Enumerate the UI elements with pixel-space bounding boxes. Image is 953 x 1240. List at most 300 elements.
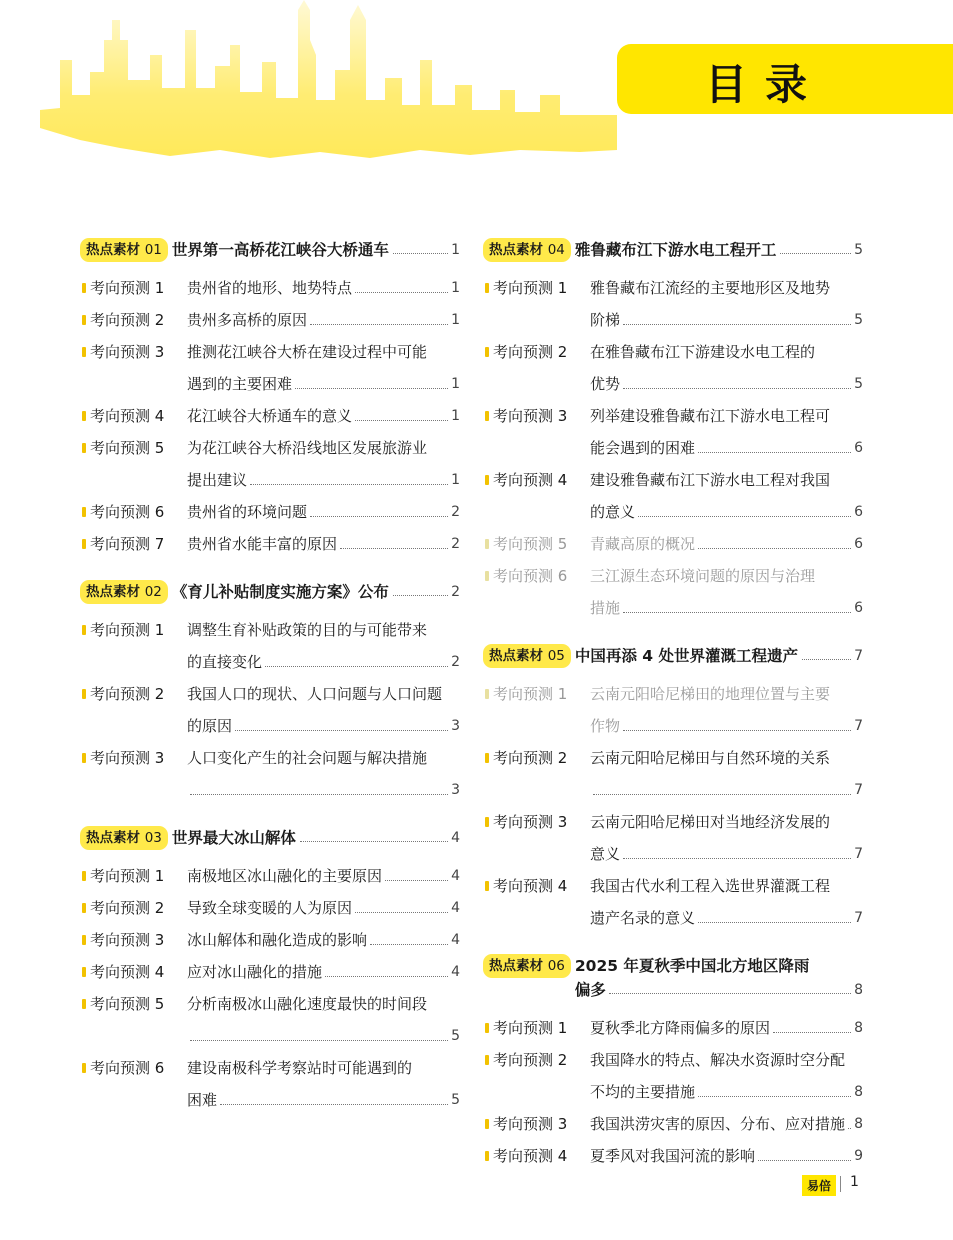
- section-title: 世界第一高桥花江峡谷大桥通车: [171, 241, 389, 259]
- item-line: [590, 902, 863, 934]
- item-line-text: 为花江峡谷大桥沿线地区发展旅游业: [187, 439, 428, 457]
- item-line: [590, 870, 863, 902]
- toc-item[interactable]: [80, 272, 460, 304]
- item-page: 1: [451, 312, 460, 328]
- item-page: 7: [854, 782, 863, 798]
- section-badge: [483, 954, 571, 978]
- dot-leader: [698, 1076, 851, 1097]
- toc-item[interactable]: [483, 806, 863, 870]
- item-line-text: 意义: [590, 845, 621, 863]
- section-page: 2: [451, 584, 460, 600]
- section-heading[interactable]: [483, 238, 863, 272]
- item-line: [187, 400, 460, 432]
- item-page: 5: [854, 376, 863, 392]
- item-label: 考向预测 1: [483, 1012, 590, 1044]
- item-page: 5: [451, 1092, 460, 1108]
- dot-leader: [310, 496, 448, 517]
- toc-item[interactable]: [483, 870, 863, 934]
- section-page: 5: [854, 242, 863, 258]
- toc-item[interactable]: [80, 1052, 460, 1116]
- item-label: 考向预测 6: [80, 1052, 187, 1116]
- item-label: 考向预测 4: [80, 400, 187, 432]
- item-text: [590, 1108, 863, 1140]
- item-page: 8: [854, 1116, 863, 1132]
- item-line: [187, 1020, 460, 1052]
- item-label: 考向预测 3: [80, 742, 187, 806]
- toc-item[interactable]: [80, 304, 460, 336]
- badge-number: 04: [547, 242, 565, 258]
- section-title-row: [172, 580, 460, 604]
- dot-leader: [340, 528, 448, 549]
- item-label: 考向预测 2: [483, 1044, 590, 1108]
- dot-leader: [623, 710, 851, 731]
- item-text: [590, 560, 863, 624]
- section-page: 4: [451, 830, 460, 846]
- item-label: 考向预测 1: [483, 678, 590, 742]
- item-text: [187, 528, 460, 560]
- item-line-text: 青藏高原的概况: [590, 535, 696, 553]
- item-line-text: 的原因: [187, 717, 233, 735]
- dot-leader: [802, 644, 851, 660]
- dot-leader: [325, 956, 448, 977]
- item-text: [187, 400, 460, 432]
- item-page: 4: [451, 932, 460, 948]
- item-label: 考向预测 1: [80, 614, 187, 678]
- badge-number: 03: [144, 830, 162, 846]
- toc-column-left: [80, 238, 460, 1116]
- item-page: 5: [854, 312, 863, 328]
- item-line-text: 不均的主要措施: [590, 1083, 696, 1101]
- item-page: 7: [854, 718, 863, 734]
- toc-item[interactable]: [483, 678, 863, 742]
- dot-leader: [623, 304, 851, 325]
- item-line-text: 雅鲁藏布江流经的主要地形区及地势: [590, 279, 831, 297]
- item-page: 6: [854, 504, 863, 520]
- item-text: [590, 1044, 863, 1108]
- item-text: [187, 336, 460, 400]
- item-line: [187, 614, 460, 646]
- dot-leader: [698, 902, 851, 923]
- item-line-text: 花江峡谷大桥通车的意义: [187, 407, 353, 425]
- item-label: 考向预测 5: [483, 528, 590, 560]
- item-line: [590, 368, 863, 400]
- toc-item[interactable]: [80, 988, 460, 1052]
- section-title-row: [172, 238, 460, 262]
- dot-leader: [385, 860, 448, 881]
- item-line-text: 建设南极科学考察站时可能遇到的: [187, 1059, 413, 1077]
- section-title-row: [575, 644, 863, 668]
- item-line-text: 我国人口的现状、人口问题与人口问题: [187, 685, 443, 703]
- item-line-text: 云南元阳哈尼梯田对当地经济发展的: [590, 813, 831, 831]
- item-line: [187, 336, 460, 368]
- item-page: 1: [451, 280, 460, 296]
- toc-item[interactable]: [483, 1012, 863, 1044]
- item-line-text: 遗产名录的意义: [590, 909, 696, 927]
- item-line-text: 夏季风对我国河流的影响: [590, 1147, 756, 1165]
- section-title-row: [575, 238, 863, 262]
- item-line: [590, 1108, 863, 1140]
- item-text: [187, 304, 460, 336]
- item-page: 9: [854, 1148, 863, 1164]
- item-label: 考向预测 4: [483, 464, 590, 528]
- badge-number: 06: [547, 958, 565, 974]
- item-line-text: 能会遇到的困难: [590, 439, 696, 457]
- item-text: [187, 1052, 460, 1116]
- item-line: [187, 860, 460, 892]
- dot-leader: [250, 464, 448, 485]
- item-page: 8: [854, 1020, 863, 1036]
- section-title: 2025 年夏秋季中国北方地区降雨: [574, 957, 810, 975]
- brand-logo: 易倍: [802, 1175, 836, 1196]
- item-page: 1: [451, 376, 460, 392]
- item-line: [590, 272, 863, 304]
- item-text: [590, 336, 863, 400]
- item-text: [187, 742, 460, 806]
- item-line: [590, 304, 863, 336]
- toc-section: [80, 238, 460, 560]
- badge-label: 热点素材: [86, 242, 140, 258]
- toc-title-box: [617, 44, 953, 114]
- toc-item[interactable]: [483, 272, 863, 336]
- item-label: 考向预测 5: [80, 988, 187, 1052]
- item-label: 考向预测 2: [483, 336, 590, 400]
- item-line: [590, 1140, 863, 1172]
- section-page: 8: [854, 982, 863, 998]
- item-line-text: 困难: [187, 1091, 218, 1109]
- badge-label: 热点素材: [86, 584, 140, 600]
- item-line: [187, 528, 460, 560]
- toc-item[interactable]: [483, 336, 863, 400]
- item-line-text: 冰山解体和融化造成的影响: [187, 931, 368, 949]
- item-line-text: 列举建设雅鲁藏布江下游水电工程可: [590, 407, 831, 425]
- section-title: 《育儿补贴制度实施方案》公布: [171, 583, 389, 601]
- item-line-text: 南极地区冰山融化的主要原因: [187, 867, 383, 885]
- dot-leader: [393, 238, 448, 254]
- section-heading[interactable]: [80, 826, 460, 860]
- item-line-text: 我国古代水利工程入选世界灌溉工程: [590, 877, 831, 895]
- toc-column-right: [483, 238, 863, 1172]
- item-text: [187, 988, 460, 1052]
- item-line: [590, 742, 863, 774]
- item-line-text: 我国降水的特点、解决水资源时空分配: [590, 1051, 846, 1069]
- item-text: [590, 678, 863, 742]
- item-label: 考向预测 2: [80, 892, 187, 924]
- item-line-text: 提出建议: [187, 471, 248, 489]
- item-line-text: 调整生育补贴政策的目的与可能带来: [187, 621, 428, 639]
- item-page: 4: [451, 868, 460, 884]
- toc-item[interactable]: [483, 400, 863, 464]
- item-label: 考向预测 2: [80, 304, 187, 336]
- item-page: 6: [854, 440, 863, 456]
- badge-number: 01: [144, 242, 162, 258]
- item-page: 6: [854, 600, 863, 616]
- dot-leader: [609, 978, 851, 994]
- footer-divider: [840, 1176, 841, 1192]
- item-text: [590, 528, 863, 560]
- item-label: 考向预测 5: [80, 432, 187, 496]
- item-text: [187, 956, 460, 988]
- dot-leader: [355, 400, 448, 421]
- item-line-text: 应对冰山融化的措施: [187, 963, 323, 981]
- section-badge: [80, 580, 168, 604]
- item-line-text: 遇到的主要困难: [187, 375, 293, 393]
- item-line: [590, 1012, 863, 1044]
- toc-item[interactable]: [483, 560, 863, 624]
- toc-item[interactable]: [80, 742, 460, 806]
- item-line: [590, 806, 863, 838]
- toc-section: [80, 826, 460, 1116]
- dot-leader: [638, 496, 851, 517]
- toc-item[interactable]: [80, 956, 460, 988]
- item-line: [187, 464, 460, 496]
- item-line: [187, 678, 460, 710]
- toc-item[interactable]: [80, 614, 460, 678]
- item-text: [590, 1140, 863, 1172]
- item-text: [187, 678, 460, 742]
- item-page: 3: [451, 718, 460, 734]
- item-line: [187, 646, 460, 678]
- item-label: 考向预测 1: [80, 860, 187, 892]
- item-line-text: 推测花江峡谷大桥在建设过程中可能: [187, 343, 428, 361]
- section-heading[interactable]: [483, 954, 863, 1012]
- item-label: 考向预测 3: [80, 336, 187, 400]
- item-text: [187, 924, 460, 956]
- item-page: 2: [451, 504, 460, 520]
- toc-section: [483, 954, 863, 1172]
- item-line-text: 夏秋季北方降雨偏多的原因: [590, 1019, 771, 1037]
- item-page: 7: [854, 846, 863, 862]
- item-page: 2: [451, 536, 460, 552]
- toc-item[interactable]: [80, 860, 460, 892]
- dot-leader: [370, 924, 448, 945]
- item-line-text: 贵州省的地形、地势特点: [187, 279, 353, 297]
- item-line: [187, 742, 460, 774]
- item-text: [187, 892, 460, 924]
- section-title-line2: [575, 978, 863, 1002]
- item-line: [187, 496, 460, 528]
- item-label: 考向预测 3: [483, 1108, 590, 1140]
- toc-item[interactable]: [80, 400, 460, 432]
- item-line: [590, 774, 863, 806]
- dot-leader: [265, 646, 448, 667]
- item-line-text: 贵州省水能丰富的原因: [187, 535, 338, 553]
- page-title: 目录: [704, 60, 825, 109]
- item-label: 考向预测 2: [80, 678, 187, 742]
- section-heading[interactable]: [483, 644, 863, 678]
- badge-number: 02: [144, 584, 162, 600]
- dot-leader: [623, 592, 851, 613]
- section-title-wrap: [575, 954, 863, 1002]
- item-text: [590, 400, 863, 464]
- item-text: [590, 870, 863, 934]
- section-badge: [483, 644, 571, 668]
- dot-leader: [780, 238, 851, 254]
- item-line: [590, 678, 863, 710]
- item-line: [590, 560, 863, 592]
- item-label: 考向预测 4: [483, 1140, 590, 1172]
- item-page: 5: [451, 1028, 460, 1044]
- section-heading[interactable]: [80, 580, 460, 614]
- item-line: [590, 464, 863, 496]
- toc-item[interactable]: [80, 432, 460, 496]
- section-heading[interactable]: [80, 238, 460, 272]
- badge-label: 热点素材: [86, 830, 140, 846]
- item-line-text: 建设雅鲁藏布江下游水电工程对我国: [590, 471, 831, 489]
- item-line-text: 措施: [590, 599, 621, 617]
- toc-item[interactable]: [483, 1044, 863, 1108]
- item-line: [187, 924, 460, 956]
- toc-section: [80, 580, 460, 806]
- item-label: 考向预测 4: [80, 956, 187, 988]
- section-title-row: [172, 826, 460, 850]
- section-page: 1: [451, 242, 460, 258]
- item-line-text: 分析南极冰山融化速度最快的时间段: [187, 995, 428, 1013]
- item-line: [187, 432, 460, 464]
- item-text: [187, 860, 460, 892]
- toc-item[interactable]: [80, 336, 460, 400]
- item-line: [590, 592, 863, 624]
- item-line: [590, 400, 863, 432]
- dot-leader: [235, 710, 448, 731]
- dot-leader: [355, 272, 448, 293]
- item-line: [590, 432, 863, 464]
- item-line: [187, 710, 460, 742]
- item-text: [187, 496, 460, 528]
- item-line-text: 阶梯: [590, 311, 621, 329]
- dot-leader: [848, 1108, 851, 1129]
- item-page: 4: [451, 964, 460, 980]
- item-line-text: 贵州省的环境问题: [187, 503, 308, 521]
- item-page: 1: [451, 472, 460, 488]
- section-title: 雅鲁藏布江下游水电工程开工: [574, 241, 777, 259]
- toc-item[interactable]: [80, 924, 460, 956]
- item-page: 6: [854, 536, 863, 552]
- section-title-cont: 偏多: [574, 981, 606, 999]
- item-label: 考向预测 3: [483, 400, 590, 464]
- badge-label: 热点素材: [489, 242, 543, 258]
- item-line-text: 导致全球变暖的人为原因: [187, 899, 353, 917]
- badge-label: 热点素材: [489, 648, 543, 664]
- item-page: 3: [451, 782, 460, 798]
- item-line: [187, 272, 460, 304]
- item-label: 考向预测 6: [80, 496, 187, 528]
- item-line: [187, 774, 460, 806]
- item-line-text: 云南元阳哈尼梯田与自然环境的关系: [590, 749, 831, 767]
- dot-leader: [295, 368, 448, 389]
- badge-number: 05: [547, 648, 565, 664]
- dot-leader: [220, 1084, 448, 1105]
- toc-item[interactable]: [483, 1140, 863, 1172]
- toc-item[interactable]: [483, 742, 863, 806]
- dot-leader: [300, 826, 448, 842]
- item-line-text: 优势: [590, 375, 621, 393]
- item-line: [590, 838, 863, 870]
- item-label: 考向预测 7: [80, 528, 187, 560]
- item-text: [187, 432, 460, 496]
- item-line: [590, 528, 863, 560]
- item-page: 4: [451, 900, 460, 916]
- item-text: [590, 742, 863, 806]
- section-title: 世界最大冰山解体: [171, 829, 296, 847]
- item-line-text: 人口变化产生的社会问题与解决措施: [187, 749, 428, 767]
- section-title: 中国再添 4 处世界灌溉工程遗产: [574, 647, 798, 665]
- dot-leader: [623, 368, 851, 389]
- item-line: [590, 1076, 863, 1108]
- item-page: 1: [451, 408, 460, 424]
- item-line-text: 在雅鲁藏布江下游建设水电工程的: [590, 343, 816, 361]
- section-badge: [80, 826, 168, 850]
- item-line: [590, 710, 863, 742]
- item-line: [187, 956, 460, 988]
- item-line-text: 我国洪涝灾害的原因、分布、应对措施: [590, 1115, 846, 1133]
- item-line-text: 的直接变化: [187, 653, 263, 671]
- toc-section: [483, 238, 863, 624]
- dot-leader: [698, 528, 851, 549]
- section-page: 7: [854, 648, 863, 664]
- item-label: 考向预测 3: [80, 924, 187, 956]
- item-label: 考向预测 4: [483, 870, 590, 934]
- item-text: [590, 464, 863, 528]
- item-text: [590, 1012, 863, 1044]
- item-line: [590, 1044, 863, 1076]
- toc-item[interactable]: [80, 528, 460, 560]
- item-text: [590, 806, 863, 870]
- item-line: [187, 368, 460, 400]
- item-line-text: 作物: [590, 717, 621, 735]
- item-page: 2: [451, 654, 460, 670]
- item-label: 考向预测 1: [80, 272, 187, 304]
- item-label: 考向预测 1: [483, 272, 590, 336]
- item-line-text: 贵州多高桥的原因: [187, 311, 308, 329]
- toc-item[interactable]: [80, 496, 460, 528]
- item-text: [590, 272, 863, 336]
- item-line: [590, 496, 863, 528]
- item-line-text: 三江源生态环境问题的原因与治理: [590, 567, 816, 585]
- item-text: [187, 614, 460, 678]
- dot-leader: [758, 1140, 851, 1161]
- item-label: 考向预测 3: [483, 806, 590, 870]
- toc-item[interactable]: [80, 892, 460, 924]
- item-line: [187, 988, 460, 1020]
- item-label: 考向预测 6: [483, 560, 590, 624]
- item-page: 8: [854, 1084, 863, 1100]
- dot-leader: [593, 774, 851, 795]
- section-badge: [483, 238, 571, 262]
- toc-section: [483, 644, 863, 934]
- item-label: 考向预测 2: [483, 742, 590, 806]
- dot-leader: [310, 304, 448, 325]
- item-line-text: 云南元阳哈尼梯田的地理位置与主要: [590, 685, 831, 703]
- item-line: [187, 892, 460, 924]
- dot-leader: [393, 580, 448, 596]
- toc-item[interactable]: [483, 1108, 863, 1140]
- item-text: [187, 272, 460, 304]
- item-line: [187, 1052, 460, 1084]
- item-line-text: 的意义: [590, 503, 636, 521]
- page-number: 1: [850, 1174, 859, 1190]
- item-page: 7: [854, 910, 863, 926]
- dot-leader: [355, 892, 448, 913]
- dot-leader: [773, 1012, 851, 1033]
- section-title-row: [575, 954, 863, 1002]
- toc-item[interactable]: [483, 464, 863, 528]
- toc-item[interactable]: [80, 678, 460, 742]
- dot-leader: [190, 1020, 448, 1041]
- item-line: [187, 1084, 460, 1116]
- dot-leader: [623, 838, 851, 859]
- toc-item[interactable]: [483, 528, 863, 560]
- dot-leader: [698, 432, 851, 453]
